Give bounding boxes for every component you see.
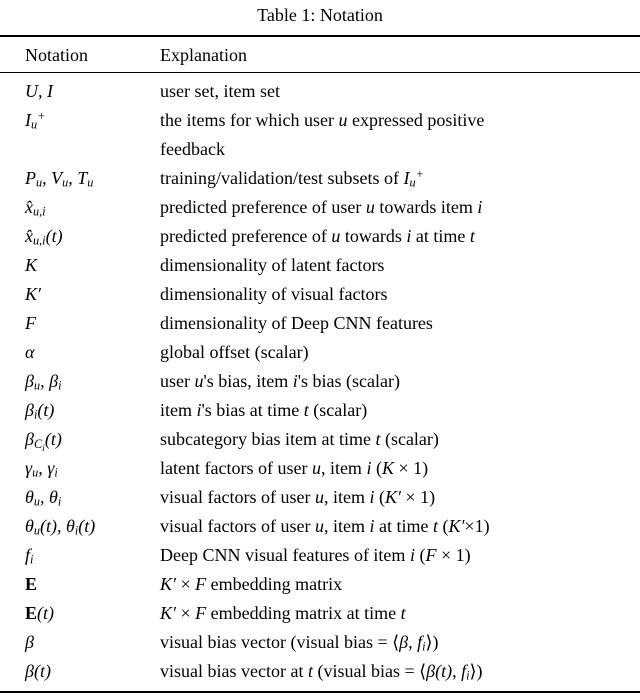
table-row xyxy=(0,106,640,164)
explanation-cell: K′ × F embedding matrix xyxy=(160,574,343,594)
table-row xyxy=(0,541,640,570)
table-row xyxy=(0,512,640,541)
explanation-cell: Deep CNN visual features of item i (F × 1) xyxy=(160,545,471,565)
explanation-cell: predicted preference of u towards i at time t xyxy=(160,226,475,246)
table-row xyxy=(0,454,640,483)
explanation-cell: dimensionality of latent factors xyxy=(160,255,385,275)
table-row xyxy=(0,396,640,425)
explanation-cell: dimensionality of Deep CNN features xyxy=(160,313,433,333)
explanation-cell: global offset (scalar) xyxy=(160,342,309,362)
table-row xyxy=(0,222,640,251)
explanation-cell: visual bias vector at t (visual bias = ⟨β(t), $f_i⟩$) xyxy=(160,661,483,683)
notation-cell: U, I xyxy=(25,81,53,101)
table-row xyxy=(0,483,640,512)
notation-cell: K′ xyxy=(25,284,41,304)
notation-cell: β(t) xyxy=(25,661,51,681)
explanation-cell: user u's bias, item i's bias (scalar) xyxy=(160,371,400,391)
header-row xyxy=(0,36,640,73)
explanation-cell: training/validation/test subsets of $I_u^+$ xyxy=(160,166,424,190)
notation-cell: $x̂_{u,i}(t)$ xyxy=(25,226,63,248)
table-row xyxy=(0,280,640,309)
notation-table xyxy=(0,35,640,693)
table-row xyxy=(0,73,640,107)
table-body xyxy=(0,73,640,693)
notation-cell: $\gamma_u$, $\gamma_i$ xyxy=(25,458,58,480)
notation-cell: $P_u$, $V_u$, $T_u$ xyxy=(25,168,94,190)
table-caption: Table 1: Notation xyxy=(257,5,383,25)
table-row xyxy=(0,164,640,193)
table-row xyxy=(0,338,640,367)
explanation-cell: K′ × F embedding matrix at time t xyxy=(160,603,406,623)
table-row xyxy=(0,193,640,222)
notation-cell: E xyxy=(25,574,38,594)
notation-cell: $\theta_u(t)$, $\theta_i(t)$ xyxy=(25,516,96,538)
notation-cell: $f_i$ xyxy=(25,545,34,567)
notation-cell: $x̂_{u,i}$ xyxy=(25,197,46,219)
table-row xyxy=(0,657,640,692)
notation-cell: α xyxy=(25,342,35,362)
table-row xyxy=(0,367,640,396)
table-row xyxy=(0,425,640,454)
explanation-cell: predicted preference of user u towards item i xyxy=(160,197,483,217)
notation-cell: $I_u^+$ xyxy=(25,108,46,132)
notation-cell: β xyxy=(25,632,34,652)
notation-cell: $\beta_u$, $\beta_i$ xyxy=(25,371,62,393)
notation-cell: E(t) xyxy=(25,603,55,623)
explanation-cell: subcategory bias item at time t (scalar) xyxy=(160,429,439,449)
table-row xyxy=(0,599,640,628)
column-header-explanation: Explanation xyxy=(160,36,640,73)
notation-cell: $\theta_u$, $\theta_i$ xyxy=(25,487,62,509)
notation-cell: $\beta_i(t)$ xyxy=(25,400,55,422)
explanation-cell: the items for which user u expressed positive feedback xyxy=(160,110,485,159)
explanation-cell: visual bias vector (visual bias = ⟨β, $f_i⟩$) xyxy=(160,632,439,654)
explanation-cell: user set, item set xyxy=(160,81,280,101)
notation-cell: F xyxy=(25,313,36,333)
notation-cell: K xyxy=(25,255,38,275)
column-header-notation: Notation xyxy=(0,36,160,73)
table-head xyxy=(0,36,640,73)
explanation-cell: visual factors of user u, item i at time t (K′×1) xyxy=(160,516,490,536)
explanation-cell: latent factors of user u, item i (K × 1) xyxy=(160,458,429,478)
explanation-cell: dimensionality of visual factors xyxy=(160,284,388,304)
table-row xyxy=(0,570,640,599)
notation-cell: $\beta_{C_i}(t)$ xyxy=(25,429,62,454)
table-row xyxy=(0,309,640,338)
table-row xyxy=(0,628,640,657)
explanation-cell: item i's bias at time t (scalar) xyxy=(160,400,368,420)
table-row xyxy=(0,251,640,280)
explanation-cell: visual factors of user u, item i (K′ × 1) xyxy=(160,487,436,507)
